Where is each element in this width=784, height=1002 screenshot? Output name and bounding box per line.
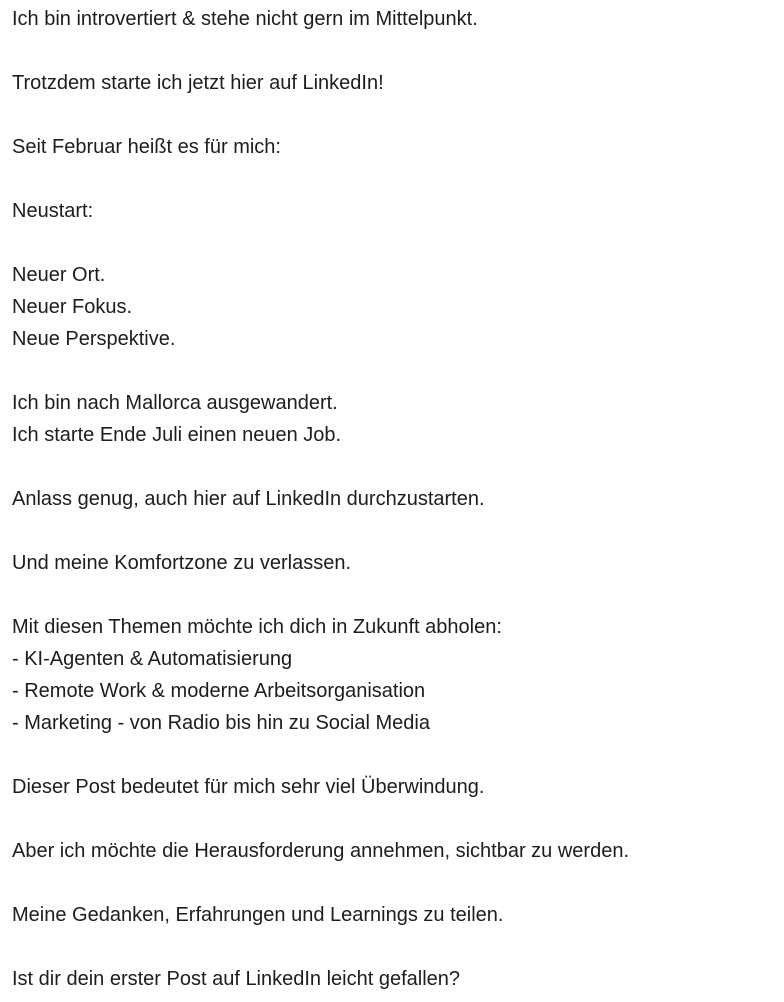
post-line: Neue Perspektive.	[12, 328, 176, 350]
post-line-blank	[12, 867, 772, 899]
post-line: Und meine Komfortzone zu verlassen.	[12, 552, 352, 574]
post-line-blank	[12, 803, 772, 835]
post-line: Seit Februar heißt es für mich:	[12, 136, 281, 158]
post-line-blank	[12, 579, 772, 611]
post-line: Dieser Post bedeutet für mich sehr viel Überwindung.	[12, 776, 485, 798]
post-line: Ich starte Ende Juli einen neuen Job.	[12, 424, 342, 446]
post-line: Trotzdem starte ich jetzt hier auf LinkedIn!	[12, 72, 384, 94]
post-line: Neuer Ort.	[12, 264, 106, 286]
post-line-blank	[12, 739, 772, 771]
post-list-item: - Remote Work & moderne Arbeitsorganisation	[12, 680, 426, 702]
post-question: Ist dir dein erster Post auf LinkedIn leicht gefallen?	[12, 968, 461, 990]
post-list-item: - KI-Agenten & Automatisierung	[12, 648, 293, 670]
post-line-blank	[12, 515, 772, 547]
post-line-blank	[12, 355, 772, 387]
post-line: Anlass genug, auch hier auf LinkedIn durchzustarten.	[12, 488, 485, 510]
post-line: Ich bin nach Mallorca ausgewandert.	[12, 392, 338, 414]
post-line-blank	[12, 163, 772, 195]
post-line-blank	[12, 227, 772, 259]
post-text	[12, 3, 772, 995]
post-line: Aber ich möchte die Herausforderung annehmen, sichtbar zu werden.	[12, 840, 630, 862]
post-line: Mit diesen Themen möchte ich dich in Zukunft abholen:	[12, 616, 502, 638]
post-line: Neustart:	[12, 200, 94, 222]
post-line-blank	[12, 99, 772, 131]
post-list-item: - Marketing - von Radio bis hin zu Social Media	[12, 712, 430, 734]
post-line: Ich bin introvertiert & stehe nicht gern im Mittelpunkt.	[12, 8, 478, 30]
post-line-blank	[12, 35, 772, 67]
post-line: Neuer Fokus.	[12, 296, 133, 318]
post-line-blank	[12, 451, 772, 483]
post-line: Meine Gedanken, Erfahrungen und Learnings zu teilen.	[12, 904, 504, 926]
post-line-blank	[12, 931, 772, 963]
